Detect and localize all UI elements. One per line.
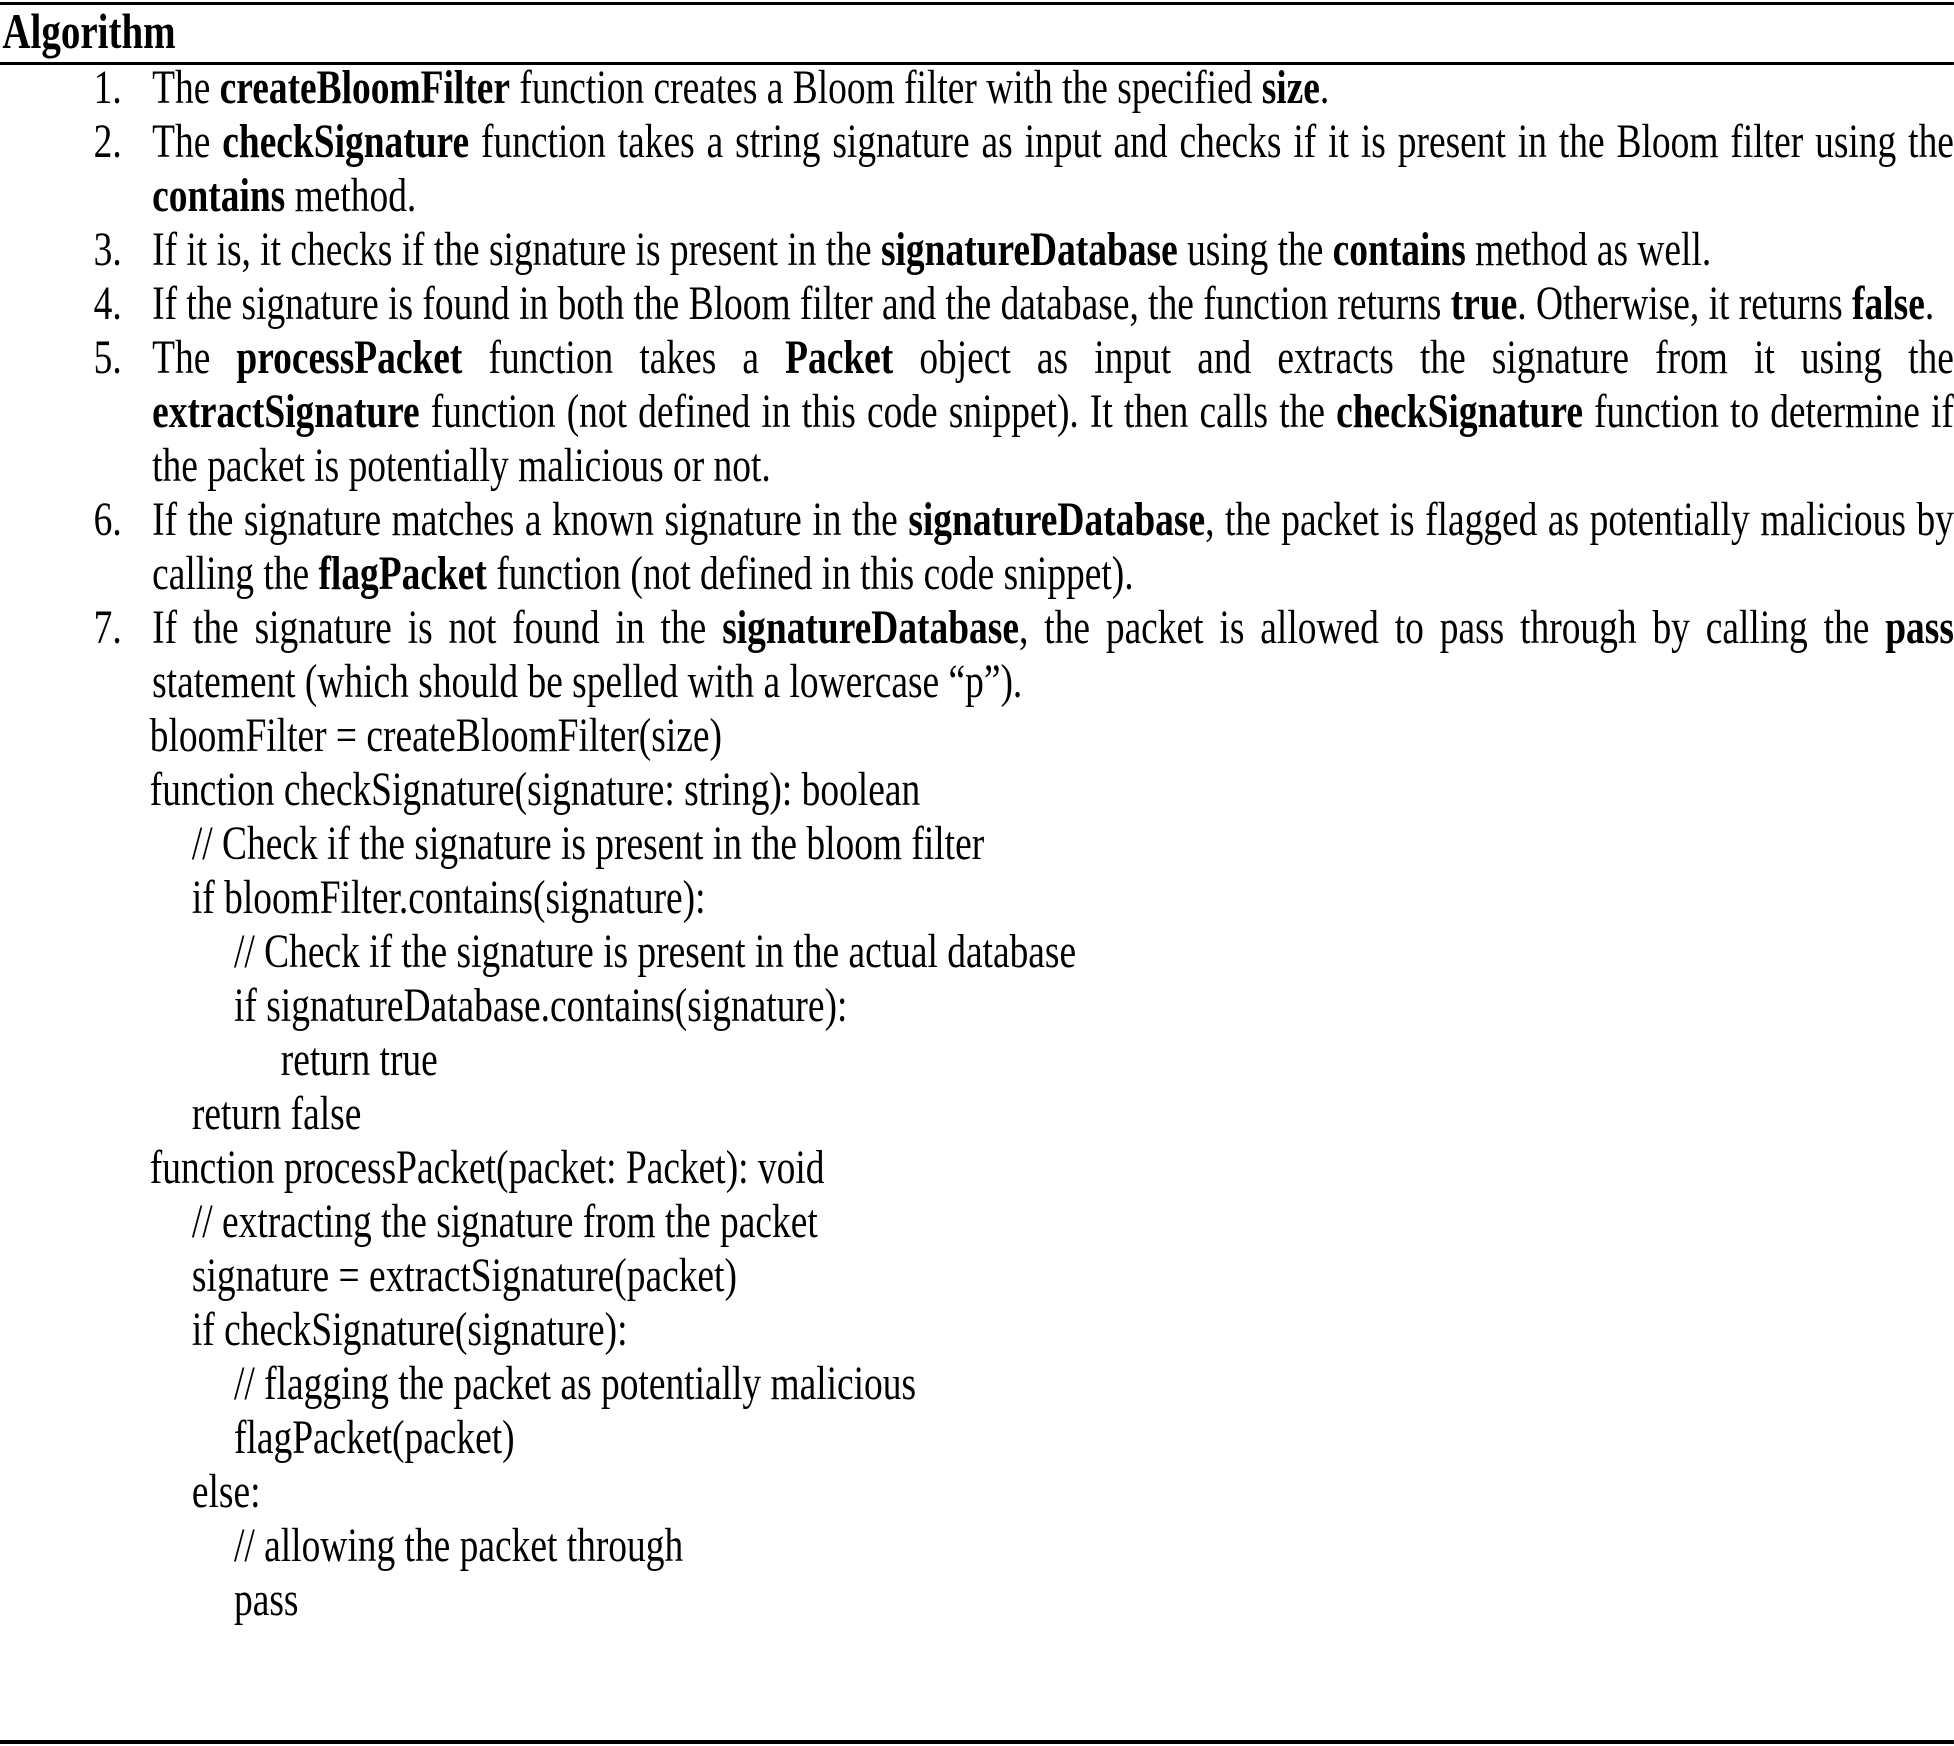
code-line: // allowing the packet through [233, 1519, 684, 1572]
text-segment: , the packet is allowed to pass through by calling the [1018, 601, 1886, 654]
list-item-text [152, 223, 1711, 276]
text-segment: function takes a [462, 331, 786, 384]
code-line: // flagging the packet as potentially malicious [233, 1357, 917, 1410]
text-segment: . [1924, 277, 1935, 330]
bold-term: contains [152, 169, 286, 222]
text-segment: function (not defined in this code snippet). [486, 547, 1134, 600]
list-item [0, 277, 1954, 331]
code-line: function processPacket(packet: Packet): void [149, 1141, 825, 1194]
text-segment: function to determine if the packet is potentially malicious or not. [152, 385, 1954, 492]
text-segment: method as well. [1465, 223, 1712, 276]
text-segment: using the [1177, 223, 1333, 276]
code-line: function checkSignature(signature: string): boolean [149, 763, 921, 816]
text-segment: . Otherwise, it returns [1517, 277, 1853, 330]
list-item [0, 601, 1954, 709]
list-item [0, 331, 1954, 493]
text-segment: statement (which should be spelled with a lowercase “p”). [152, 655, 1023, 708]
algorithm-body [0, 61, 1954, 1627]
text-segment: If it is, it checks if the signature is present in the [152, 223, 881, 276]
code-line: return true [280, 1033, 438, 1086]
text-segment: The [152, 331, 237, 384]
bold-term: flagPacket [318, 547, 487, 600]
list-item-text [152, 115, 1954, 222]
list-item-number: 5. [93, 331, 122, 384]
code-line: if signatureDatabase.contains(signature): [233, 979, 848, 1032]
code-line: flagPacket(packet) [233, 1411, 515, 1464]
bold-term: pass [1885, 601, 1954, 654]
code-line: signature = extractSignature(packet) [191, 1249, 737, 1302]
figure-title: Algorithm [2, 3, 176, 59]
list-item [0, 115, 1954, 223]
list-item-number: 2. [93, 115, 122, 168]
text-segment: , the packet is flagged as potentially malicious by calling the [152, 493, 1954, 600]
list-item [0, 223, 1954, 277]
code-line: // Check if the signature is present in the bloom filter [191, 817, 985, 870]
list-item-number: 1. [93, 61, 122, 114]
code-line: return false [191, 1087, 362, 1140]
bold-term: extractSignature [152, 385, 420, 438]
text-segment: function (not defined in this code snippet). It then calls the [419, 385, 1337, 438]
list-item [0, 61, 1954, 115]
list-item-number: 6. [93, 493, 122, 546]
list-item-text [152, 493, 1954, 600]
code-block [0, 709, 1954, 1627]
code-line: // extracting the signature from the packet [191, 1195, 818, 1248]
code-line: if checkSignature(signature): [191, 1303, 628, 1356]
list-item-text [152, 61, 1329, 114]
text-segment: If the signature is found in both the Bloom filter and the database, the function returns [152, 277, 1451, 330]
text-segment: If the signature matches a known signature in the [152, 493, 909, 546]
list-item-number: 7. [93, 601, 122, 654]
bold-term: true [1450, 277, 1518, 330]
list-item-text [152, 601, 1954, 708]
code-line: pass [233, 1573, 299, 1626]
bold-term: Packet [785, 331, 894, 384]
text-segment: . [1319, 61, 1330, 114]
text-segment: If the signature is not found in the [152, 601, 723, 654]
text-segment: The [152, 115, 223, 168]
bold-term: signatureDatabase [722, 601, 1019, 654]
list-item-number: 3. [93, 223, 122, 276]
bold-term: checkSignature [1336, 385, 1583, 438]
top-rule [0, 2, 1954, 5]
algorithm-list [0, 61, 1954, 709]
bold-term: false [1852, 277, 1925, 330]
code-line: else: [191, 1465, 261, 1518]
bold-term: checkSignature [222, 115, 470, 168]
list-item [0, 493, 1954, 601]
bold-term: contains [1332, 223, 1466, 276]
bottom-rule [0, 1740, 1954, 1744]
text-segment: method. [285, 169, 417, 222]
bold-term: signatureDatabase [908, 493, 1206, 546]
bold-term: createBloomFilter [219, 61, 511, 114]
list-item-number: 4. [93, 277, 122, 330]
bold-term: signatureDatabase [880, 223, 1178, 276]
code-line: bloomFilter = createBloomFilter(size) [149, 709, 722, 762]
bold-term: processPacket [236, 331, 463, 384]
code-line: // Check if the signature is present in the actual database [233, 925, 1077, 978]
text-segment: function creates a Bloom filter with the specified [510, 61, 1262, 114]
text-segment: The [152, 61, 220, 114]
bold-term: size [1261, 61, 1320, 114]
list-item-text [152, 331, 1954, 492]
list-item-text [152, 277, 1934, 330]
text-segment: function takes a string signature as input and checks if it is present in the Bloom filter using the [469, 115, 1954, 168]
code-line: if bloomFilter.contains(signature): [191, 871, 706, 924]
text-segment: object as input and extracts the signature from it using the [893, 331, 1954, 384]
